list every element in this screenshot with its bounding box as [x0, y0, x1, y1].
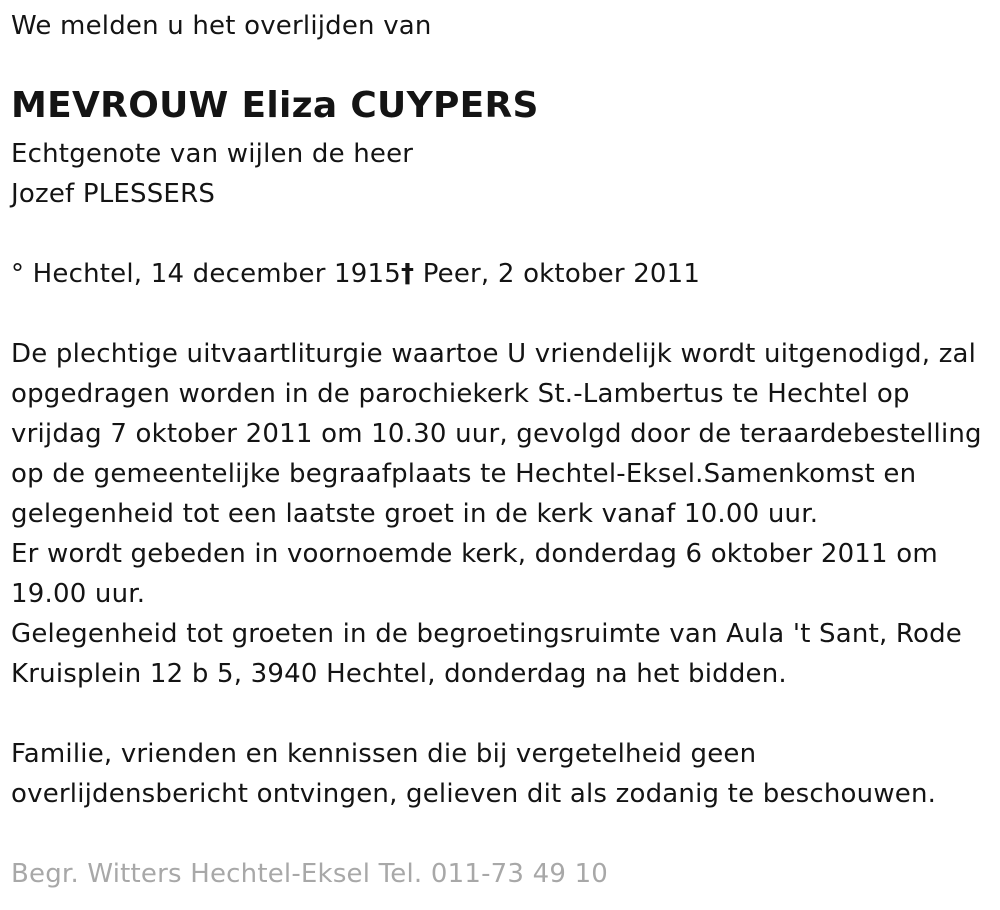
family-line: overlijdensbericht ontvingen, gelieven dit als zodanig te beschouwen.: [11, 779, 937, 809]
spouse-line-1: Echtgenote van wijlen de heer: [11, 139, 414, 169]
body-line: Kruisplein 12 b 5, 3940 Hechtel, donderdag na het bidden.: [11, 659, 787, 689]
body-line: 19.00 uur.: [11, 579, 146, 609]
funeral-details: [11, 334, 982, 694]
body-line: De plechtige uitvaartliturgie waartoe U vriendelijk wordt uitgenodigd, zal: [11, 339, 977, 369]
dagger-icon: †: [401, 259, 415, 289]
undertaker-footer: Begr. Witters Hechtel-Eksel Tel. 011-73 49 10: [11, 859, 609, 889]
body-line: Gelegenheid tot groeten in de begroetingsruimte van Aula 't Sant, Rode: [11, 619, 963, 649]
deceased-name: MEVROUW Eliza CUYPERS: [11, 85, 539, 126]
family-line: Familie, vrienden en kennissen die bij vergetelheid geen: [11, 739, 757, 769]
death-date: Peer, 2 oktober 2011: [414, 259, 701, 289]
body-line: Er wordt gebeden in voornoemde kerk, donderdag 6 oktober 2011 om: [11, 539, 938, 569]
body-line: vrijdag 7 oktober 2011 om 10.30 uur, gevolgd door de teraardebestelling: [11, 419, 982, 449]
family-note: [11, 734, 936, 814]
body-line: opgedragen worden in de parochiekerk St.-Lambertus te Hechtel op: [11, 379, 910, 409]
spouse-line-2: Jozef PLESSERS: [11, 179, 216, 209]
body-line: op de gemeentelijke begraafplaats te Hechtel-Eksel.Samenkomst en: [11, 459, 917, 489]
birth-date: ° Hechtel, 14 december 1915: [11, 259, 402, 289]
intro-text: We melden u het overlijden van: [11, 11, 432, 41]
life-dates: [11, 254, 700, 294]
body-line: gelegenheid tot een laatste groet in de kerk vanaf 10.00 uur.: [11, 499, 819, 529]
